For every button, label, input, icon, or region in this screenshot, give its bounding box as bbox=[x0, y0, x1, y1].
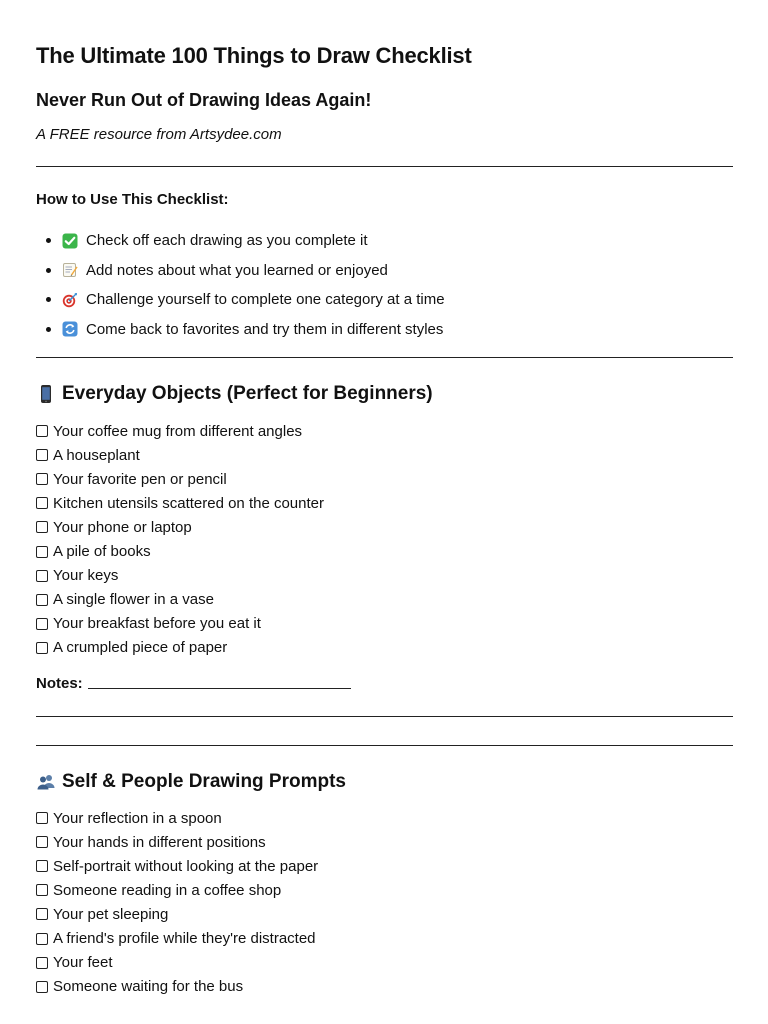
how-to-item-text: Check off each drawing as you complete it bbox=[86, 232, 368, 250]
checklist-item-text: Self-portrait without looking at the paper bbox=[53, 857, 319, 875]
checklist-item bbox=[36, 539, 324, 563]
checkbox[interactable] bbox=[36, 642, 48, 654]
checkbox[interactable] bbox=[36, 521, 48, 533]
checklist-item-text: Your coffee mug from different angles bbox=[53, 422, 303, 440]
checklist-item bbox=[36, 419, 324, 443]
how-to-item bbox=[36, 256, 445, 286]
mobile-phone-icon bbox=[36, 384, 56, 404]
checklist-item bbox=[36, 902, 318, 926]
notes-label: Notes: bbox=[36, 675, 83, 692]
source-credit: A FREE resource from Artsydee.com bbox=[36, 126, 282, 143]
checkbox[interactable] bbox=[36, 449, 48, 461]
repeat-arrows-icon bbox=[62, 321, 78, 337]
checklist-item bbox=[36, 491, 324, 515]
memo-icon bbox=[62, 262, 78, 278]
how-to-list bbox=[36, 226, 445, 344]
checklist-item-text: A houseplant bbox=[53, 446, 140, 464]
how-to-item bbox=[36, 315, 445, 345]
checkbox[interactable] bbox=[36, 812, 48, 824]
checklist-item bbox=[36, 951, 318, 975]
checklist-item-text: Your breakfast before you eat it bbox=[53, 615, 261, 633]
checkbox[interactable] bbox=[36, 546, 48, 558]
checklist-item-text: A pile of books bbox=[53, 543, 151, 561]
everyday-objects-checklist bbox=[36, 419, 324, 660]
divider bbox=[36, 745, 733, 746]
checklist-item-text: Your pet sleeping bbox=[53, 905, 169, 923]
checklist-item bbox=[36, 854, 318, 878]
how-to-item-text: Challenge yourself to complete one category at a time bbox=[86, 291, 445, 309]
bullet-dot bbox=[46, 268, 51, 273]
page-title: The Ultimate 100 Things to Draw Checklist bbox=[36, 43, 472, 68]
checkbox[interactable] bbox=[36, 594, 48, 606]
checkbox[interactable] bbox=[36, 497, 48, 509]
page-subtitle: Never Run Out of Drawing Ideas Again! bbox=[36, 90, 372, 110]
how-to-item-text: Add notes about what you learned or enjoyed bbox=[86, 261, 388, 279]
checklist-item bbox=[36, 612, 324, 636]
checklist-item bbox=[36, 443, 324, 467]
checkbox[interactable] bbox=[36, 884, 48, 896]
bullet-dot bbox=[46, 327, 51, 332]
checklist-item-text: A friend's profile while they're distracted bbox=[53, 930, 316, 948]
checklist-item bbox=[36, 926, 318, 950]
section-heading-everyday-objects bbox=[36, 381, 433, 407]
checklist-item-text: Kitchen utensils scattered on the counter bbox=[53, 494, 324, 512]
checkbox[interactable] bbox=[36, 473, 48, 485]
section-heading-text: Self & People Drawing Prompts bbox=[62, 771, 346, 792]
check-mark-button-icon bbox=[62, 233, 78, 249]
divider bbox=[36, 166, 733, 167]
checklist-item-text: Someone reading in a coffee shop bbox=[53, 881, 282, 899]
checklist-item-text: Your hands in different positions bbox=[53, 833, 266, 851]
checkbox[interactable] bbox=[36, 933, 48, 945]
how-to-item-text: Come back to favorites and try them in different styles bbox=[86, 320, 444, 338]
checklist-item bbox=[36, 515, 324, 539]
self-and-people-checklist bbox=[36, 806, 318, 999]
checklist-item-text: Your keys bbox=[53, 567, 119, 585]
checklist-item bbox=[36, 636, 324, 660]
checklist-item bbox=[36, 806, 318, 830]
checklist-item-text: A crumpled piece of paper bbox=[53, 639, 228, 657]
bullet-dot bbox=[46, 238, 51, 243]
notes-row bbox=[36, 675, 351, 692]
checkbox[interactable] bbox=[36, 981, 48, 993]
checklist-item-text: Your feet bbox=[53, 954, 113, 972]
checkbox[interactable] bbox=[36, 957, 48, 969]
how-to-item bbox=[36, 226, 445, 256]
section-heading-self-and-people bbox=[36, 769, 346, 795]
checklist-item bbox=[36, 878, 318, 902]
divider bbox=[36, 716, 733, 717]
checklist-item-text: A single flower in a vase bbox=[53, 591, 214, 609]
two-people-icon bbox=[36, 772, 56, 792]
checkbox[interactable] bbox=[36, 836, 48, 848]
checkbox[interactable] bbox=[36, 908, 48, 920]
checkbox[interactable] bbox=[36, 860, 48, 872]
checklist-item-text: Your phone or laptop bbox=[53, 518, 192, 536]
checkbox[interactable] bbox=[36, 425, 48, 437]
checklist-item-text: Someone waiting for the bus bbox=[53, 978, 244, 996]
section-heading-text: Everyday Objects (Perfect for Beginners) bbox=[62, 383, 433, 404]
checklist-item bbox=[36, 975, 318, 999]
target-icon bbox=[62, 292, 78, 308]
checklist-item bbox=[36, 467, 324, 491]
checklist-item bbox=[36, 564, 324, 588]
checkbox[interactable] bbox=[36, 618, 48, 630]
checklist-item bbox=[36, 830, 318, 854]
how-to-heading: How to Use This Checklist: bbox=[36, 191, 229, 208]
notes-write-line[interactable] bbox=[88, 688, 351, 689]
how-to-item bbox=[36, 285, 445, 315]
checkbox[interactable] bbox=[36, 570, 48, 582]
divider bbox=[36, 357, 733, 358]
checklist-item-text: Your favorite pen or pencil bbox=[53, 470, 227, 488]
bullet-dot bbox=[46, 297, 51, 302]
checklist-item-text: Your reflection in a spoon bbox=[53, 809, 222, 827]
checklist-item bbox=[36, 588, 324, 612]
